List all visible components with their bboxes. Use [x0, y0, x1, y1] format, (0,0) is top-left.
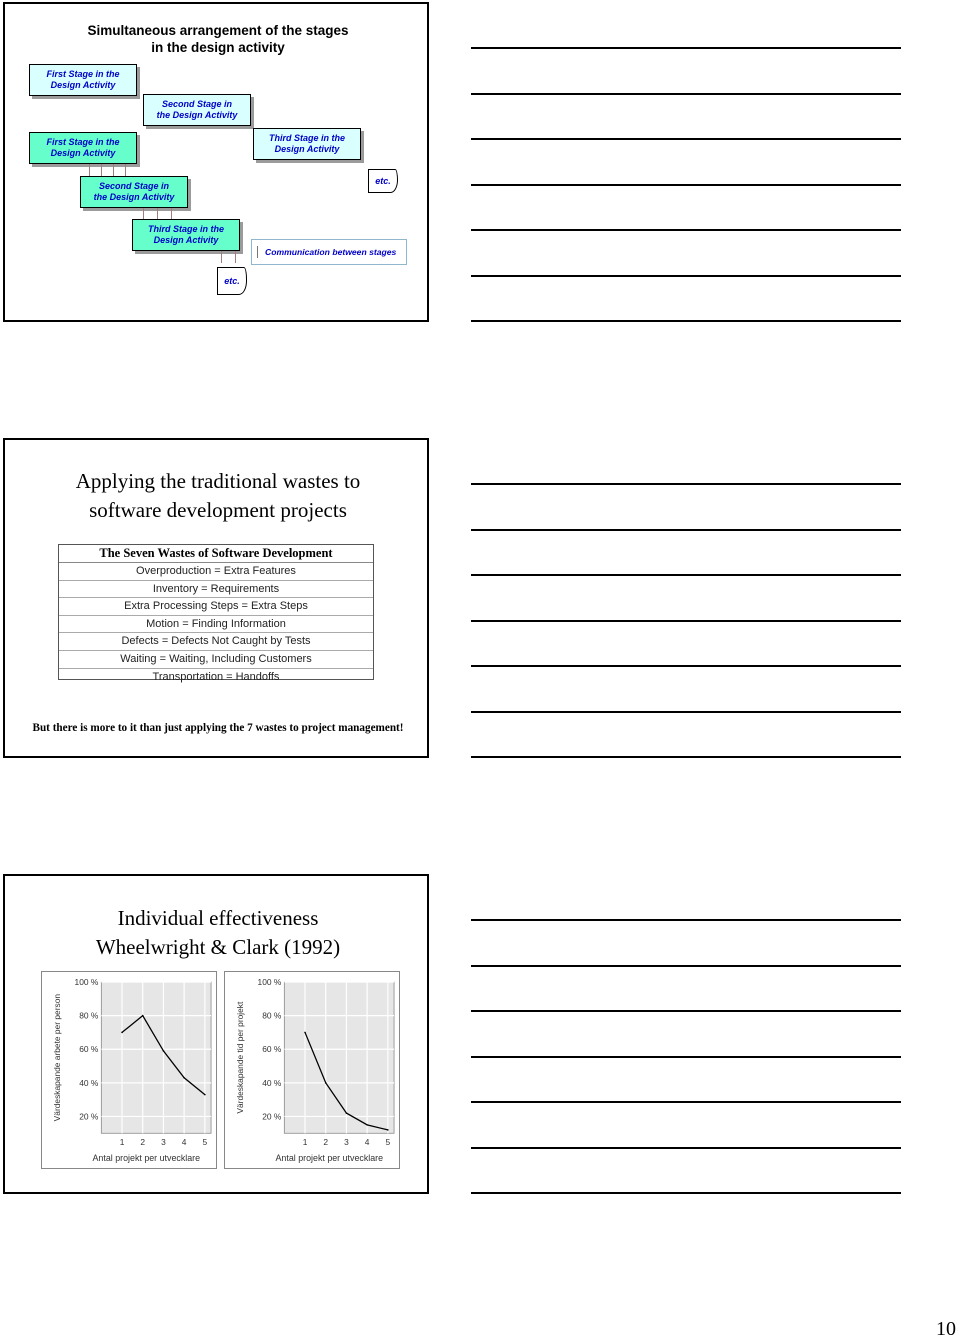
notes-line	[471, 138, 901, 140]
first-stage-box-overlap: First Stage in the Design Activity	[29, 132, 137, 164]
connector	[101, 164, 102, 176]
x-tick-label: 2	[323, 1137, 329, 1148]
x-axis-label: Antal projekt per utvecklare	[92, 1152, 201, 1163]
page-number: 10	[936, 1318, 956, 1340]
notes-line	[471, 919, 901, 921]
y-tick-label: 20 %	[79, 1111, 99, 1122]
notes-line	[471, 529, 901, 531]
notes-line	[471, 1192, 901, 1194]
table-row: Defects = Defects Not Caught by Tests	[59, 633, 373, 651]
legend	[251, 239, 407, 265]
connector	[221, 251, 222, 263]
data-point	[325, 1082, 327, 1084]
slide-2-title: Applying the traditional wastes to software development projects	[75, 469, 361, 522]
connector	[89, 164, 90, 176]
y-tick-label: 80 %	[79, 1010, 99, 1021]
data-point	[183, 1077, 185, 1079]
connector	[235, 251, 236, 263]
table-row: Transportation = Handoffs	[152, 670, 280, 683]
x-tick-label: 5	[385, 1137, 391, 1148]
notes-line	[471, 229, 901, 231]
x-tick-label: 3	[344, 1137, 349, 1148]
table-row: Extra Processing Steps = Extra Steps	[59, 598, 373, 616]
y-tick-label: 100 %	[257, 976, 282, 987]
wastes-table-title: The Seven Wastes of Software Development	[59, 545, 373, 563]
x-tick-label: 1	[119, 1137, 125, 1148]
chart-time-per-project	[224, 971, 400, 1169]
second-stage-box-overlap: Second Stage in the Design Activity	[80, 176, 188, 208]
x-tick-label: 3	[161, 1137, 166, 1148]
data-point	[121, 1032, 123, 1034]
connector	[125, 164, 126, 176]
slide-3	[3, 874, 429, 1194]
notes-line	[471, 711, 901, 713]
x-tick-label: 2	[140, 1137, 146, 1148]
x-tick-label: 4	[181, 1137, 187, 1148]
slide-2-footer: But there is more to it than just applying the 7 wastes to project management!	[32, 722, 404, 734]
notes-line	[471, 1010, 901, 1012]
table-row: Motion = Finding Information	[59, 616, 373, 634]
data-point	[142, 1015, 144, 1017]
wastes-table	[58, 544, 374, 683]
third-stage-box: Third Stage in the Design Activity	[253, 128, 361, 160]
connector	[113, 164, 114, 176]
notes-line	[471, 620, 901, 622]
y-tick-label: 60 %	[262, 1044, 282, 1055]
notes-line	[471, 275, 901, 277]
table-row: Inventory = Requirements	[59, 581, 373, 599]
slide-1	[3, 2, 429, 322]
notes-line	[471, 665, 901, 667]
y-axis-label: Värdeskapande arbete per person	[51, 993, 62, 1122]
data-point	[163, 1050, 165, 1052]
data-point	[304, 1032, 306, 1034]
y-tick-label: 60 %	[79, 1044, 99, 1055]
table-row: Overproduction = Extra Features	[59, 563, 373, 581]
x-axis-label: Antal projekt per utvecklare	[275, 1152, 384, 1163]
etc-box: etc.	[368, 169, 398, 193]
plot-area	[284, 982, 394, 1133]
arrow-icon	[257, 246, 258, 258]
etc-box-overlap: etc.	[217, 267, 247, 295]
y-tick-label: 20 %	[262, 1111, 282, 1122]
second-stage-box: Second Stage in the Design Activity	[143, 94, 251, 126]
notes-line	[471, 965, 901, 967]
y-tick-label: 100 %	[74, 976, 99, 987]
y-tick-label: 80 %	[262, 1010, 282, 1021]
notes-line	[471, 93, 901, 95]
third-stage-box-overlap: Third Stage in the Design Activity	[132, 219, 240, 251]
y-axis-label: Värdeskapande tid per projekt	[234, 1001, 245, 1114]
slide-2	[3, 438, 429, 758]
notes-line	[471, 184, 901, 186]
y-tick-label: 40 %	[79, 1077, 99, 1088]
data-point	[346, 1112, 348, 1114]
data-point	[366, 1124, 368, 1126]
table-row: Waiting = Waiting, Including Customers	[59, 651, 373, 669]
notes-line	[471, 47, 901, 49]
slide-1-title: Simultaneous arrangement of the stages in the design activity	[87, 23, 349, 55]
data-point	[387, 1129, 389, 1131]
notes-line	[471, 574, 901, 576]
legend-label: Communication between stages	[265, 247, 397, 257]
notes-line	[471, 1101, 901, 1103]
data-point	[204, 1094, 206, 1096]
y-tick-label: 40 %	[262, 1077, 282, 1088]
plot-area	[101, 982, 211, 1133]
x-tick-label: 4	[364, 1137, 370, 1148]
x-tick-label: 5	[202, 1137, 208, 1148]
chart-work-per-person	[41, 971, 217, 1169]
x-tick-label: 1	[302, 1137, 308, 1148]
notes-line	[471, 1147, 901, 1149]
notes-line	[471, 756, 901, 758]
slide-3-title: Individual effectiveness Wheelwright & Clark (1992)	[95, 906, 341, 959]
notes-line	[471, 1056, 901, 1058]
first-stage-box: First Stage in the Design Activity	[29, 64, 137, 96]
notes-line	[471, 483, 901, 485]
notes-line	[471, 320, 901, 322]
